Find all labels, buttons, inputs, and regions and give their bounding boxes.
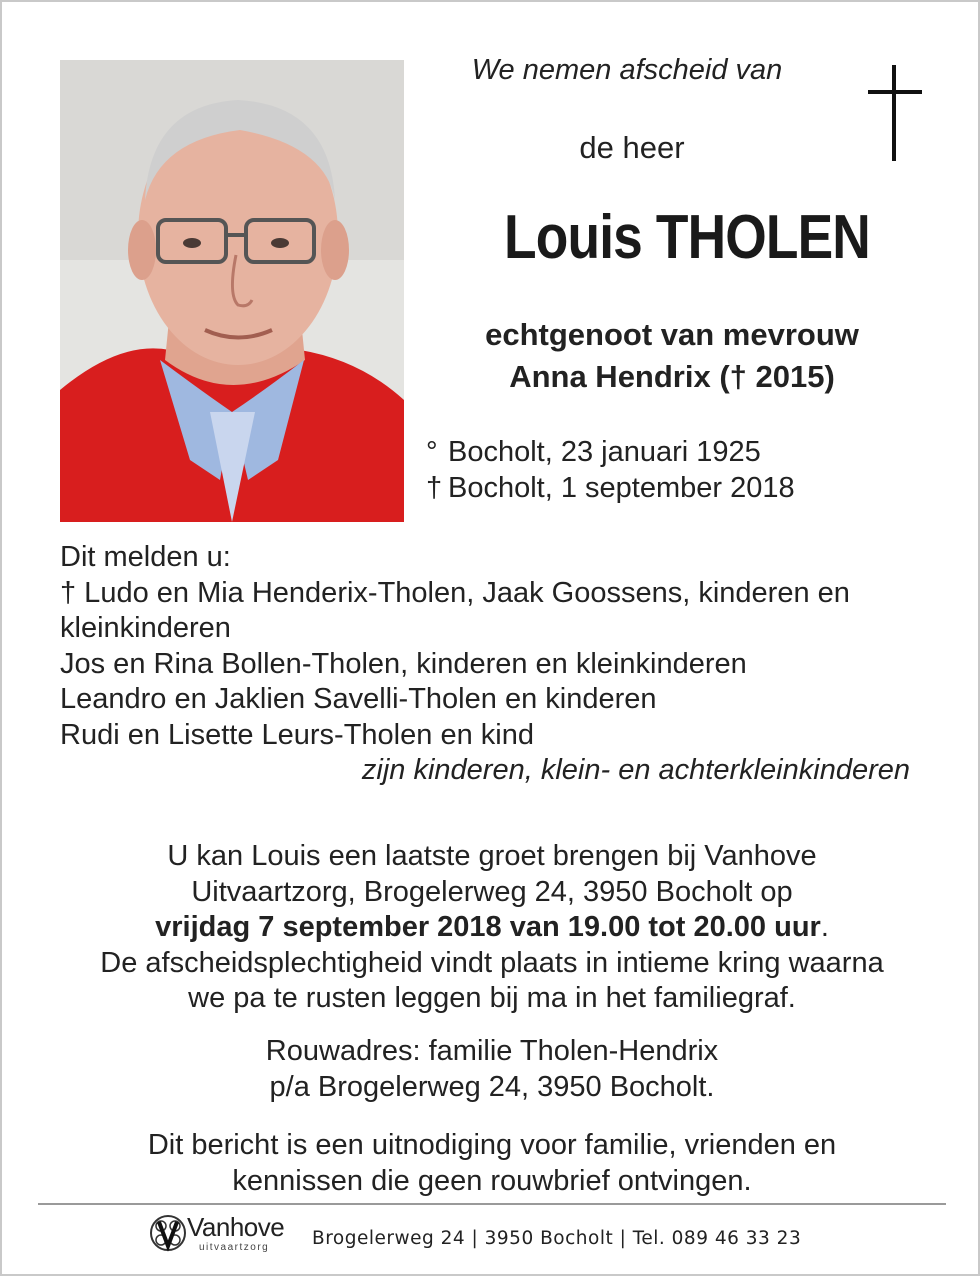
logo-name: Vanhove (187, 1212, 285, 1242)
family-intro: Dit melden u: (60, 541, 231, 573)
invitation-note (42, 1128, 942, 1199)
note-line-2: kennissen die geen rouwbrief ontvingen. (232, 1164, 752, 1197)
spouse-line-1: echtgenoot van mevrouw (485, 317, 859, 352)
family-member: Leandro en Jaklien Savelli-Tholen en kinderen (60, 683, 657, 715)
visit-line-2: Uitvaartzorg, Brogelerweg 24, 3950 Bocholt op (191, 875, 793, 908)
visit-when: vrijdag 7 september 2018 van 19.00 tot 20.00 uur (155, 911, 821, 943)
birth-text: Bocholt, 23 januari 1925 (448, 436, 761, 468)
mourning-address (42, 1034, 942, 1105)
note-line-1: Dit bericht is een uitnodiging voor familie, vrienden en (147, 1129, 837, 1161)
visit-line-4: De afscheidsplechtigheid vindt plaats in intieme kring waarna (100, 946, 884, 979)
dates-block (426, 434, 795, 506)
portrait-photo (60, 60, 404, 522)
address-line-1: Rouwadres: familie Tholen-Hendrix (265, 1035, 719, 1067)
death-line (426, 470, 795, 506)
visit-block (42, 839, 942, 1017)
address-line-2: p/a Brogelerweg 24, 3950 Bocholt. (269, 1070, 715, 1103)
birth-line (426, 434, 795, 470)
visit-line-5: we pa te rusten leggen bij ma in het familiegraf. (188, 982, 796, 1014)
birth-symbol: ° (426, 436, 438, 468)
footer (147, 1212, 847, 1264)
logo-subtitle: uitvaartzorg (199, 1242, 270, 1253)
intro-text: We nemen afscheid van (471, 54, 783, 86)
family-member: † Ludo en Mia Henderix-Tholen, Jaak Goossens, kinderen en kleinkinderen (60, 576, 850, 644)
family-member: Jos en Rina Bollen-Tholen, kinderen en kleinkinderen (60, 647, 747, 680)
visit-when-line (42, 910, 942, 946)
vanhove-logo-icon (147, 1212, 189, 1254)
visit-when-end: . (820, 911, 829, 943)
family-member: Rudi en Lisette Leurs-Tholen en kind (60, 718, 534, 751)
deceased-name: Louis THOLEN (504, 203, 870, 272)
spouse-block (422, 314, 922, 398)
salutation: de heer (579, 130, 685, 165)
family-block (60, 540, 920, 789)
family-relation: zijn kinderen, klein- en achterkleinkinderen (361, 754, 910, 786)
cross-icon (865, 62, 925, 162)
spouse-line-2: Anna Hendrix († 2015) (509, 359, 835, 394)
footer-divider (38, 1203, 946, 1205)
death-text: Bocholt, 1 september 2018 (448, 472, 795, 504)
death-symbol: † (426, 472, 443, 504)
footer-contact: Brogelerweg 24 | 3950 Bocholt | Tel. 089 46 33 23 (312, 1228, 802, 1249)
visit-line-1: U kan Louis een laatste groet brengen bij Vanhove (167, 840, 817, 872)
